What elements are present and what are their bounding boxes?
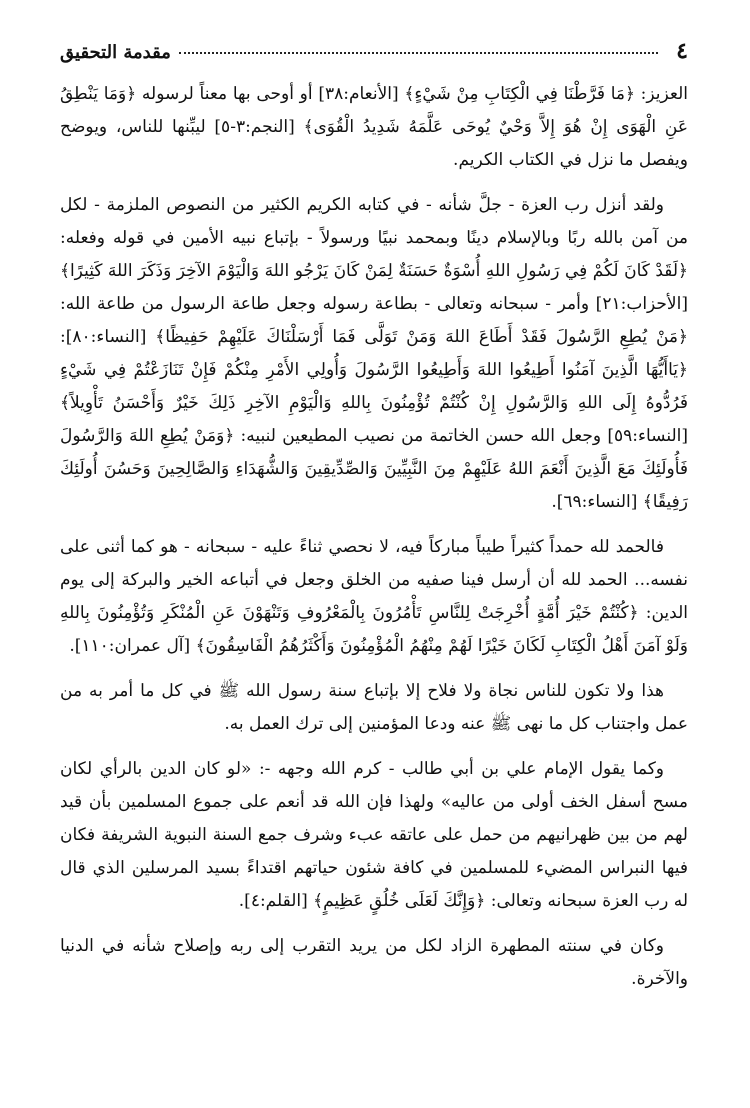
paragraph-6: وكان في سنته المطهرة الزاد لكل من يريد التقرب إلى ربه وإصلاح شأنه في الدنيا والآخرة. bbox=[60, 936, 688, 989]
paragraph-3: فالحمد لله حمداً كثيراً طيباً مباركاً فيه، لا نحصي ثناءً عليه - سبحانه - هو كما أثنى على نفسه... الحمد لله أن أرسل فينا صفيه من الخلق وجعل في أتباعه الخير والبركة إلى يوم الدين: ﴿كُنْتُمْ خَيْرَ أُمَّةٍ أُخْرِجَتْ لِلنَّاسِ تَأْمُرُونَ بِالْمَعْرُوفِ وَتَنْهَوْنَ عَنِ الْمُنْكَرِ وَتُؤْمِنُونَ بِاللهِ وَلَوْ آمَنَ أَهْلُ الْكِتَابِ لَكَانَ خَيْرًا لَهُمْ مِنْهُمُ الْمُؤْمِنُونَ وَأَكْثَرُهُمُ الْفَاسِقُونَ﴾ [آل عمران:١١٠]. bbox=[60, 537, 688, 656]
paragraph-4: هذا ولا تكون للناس نجاة ولا فلاح إلا بإتباع سنة رسول الله ﷺ في كل ما أمر به من عمل واجتناب كل ما نهى ﷺ عنه ودعا المؤمنين إلى ترك العمل به. bbox=[60, 681, 688, 734]
paragraph-2: ولقد أنزل رب العزة - جلَّ شأنه - في كتابه الكريم الكثير من النصوص الملزمة - لكل من آمن بالله ربًا وبالإسلام دينًا وبمحمد نبيًا ورسولاً - بإتباع نبيه الأمين في قوله وفعله: ﴿لَقَدْ كَانَ لَكُمْ فِي رَسُولِ اللهِ أُسْوَةٌ حَسَنَةٌ لِمَنْ كَانَ يَرْجُو اللهَ وَالْيَوْمَ الآخِرَ وَذَكَرَ اللهَ كَثِيرًا﴾ [الأحزاب:٢١] وأمر - سبحانه وتعالى - بطاعة رسوله وجعل طاعة الرسول من طاعة الله: ﴿مَنْ يُطِعِ الرَّسُولَ فَقَدْ أَطَاعَ اللهَ وَمَنْ تَوَلَّى فَمَا أَرْسَلْنَاكَ عَلَيْهِمْ حَفِيظًا﴾ [النساء:٨٠]: ﴿يَاأَيُّهَا الَّذِينَ آمَنُوا أَطِيعُوا اللهَ وَأَطِيعُوا الرَّسُولَ وَأُولِي الأَمْرِ مِنْكُمْ فَإِنْ تَنَازَعْتُمْ فِي شَيْءٍ فَرُدُّوهُ إِلَى اللهِ وَالرَّسُولِ إِنْ كُنْتُمْ تُؤْمِنُونَ بِاللهِ وَالْيَوْمِ الآخِرِ ذَلِكَ خَيْرٌ وَأَحْسَنُ تَأْوِيلاً﴾ [النساء:٥٩] وجعل الله حسن الخاتمة من نصيب المطيعين لنبيه: ﴿وَمَنْ يُطِعِ اللهَ وَالرَّسُولَ فَأُولَئِكَ مَعَ الَّذِينَ أَنْعَمَ اللهُ عَلَيْهِمْ مِنَ النَّبِيِّينَ وَالصِّدِّيقِينَ وَالشُّهَدَاءِ وَالصَّالِحِينَ وَحَسُنَ أُولَئِكَ رَفِيقًا﴾ [النساء:٦٩]. bbox=[60, 195, 688, 512]
header-dot-leader bbox=[179, 52, 658, 54]
paragraph-5: وكما يقول الإمام علي بن أبي طالب - كرم الله وجهه -: «لو كان الدين بالرأي لكان مسح أسفل الخف أولى من عاليه» ولهذا فإن الله قد أنعم على جموع المسلمين بأن قيد لهم من بين ظهرانيهم من حمل على عاتقه عبء وشرف جمع السنة النبوية الشريفة فكان فيها النبراس المضيء للمسلمين في كافة شئون حياتهم اقتداءً بسيد المرسلين الذي قال له رب العزة سبحانه وتعالى: ﴿وَإِنَّكَ لَعَلَى خُلُقٍ عَظِيمٍ﴾ [القلم:٤]. bbox=[60, 759, 688, 911]
header-title: مقدمة التحقيق bbox=[60, 42, 171, 63]
paragraph-1: العزيز: ﴿مَا فَرَّطْنَا فِي الْكِتَابِ مِنْ شَيْءٍ﴾ [الأنعام:٣٨] أو أوحى بها معناً لرسوله ﴿وَمَا يَنْطِقُ عَنِ الْهَوَى إِنْ هُوَ إِلاَّ وَحْيٌ يُوحَى عَلَّمَهُ شَدِيدُ الْقُوَى﴾ [النجم:٣-٥] ليبِّنها للناس، ويوضح ويفصل ما نزل في الكتاب الكريم. bbox=[60, 84, 688, 170]
page-body bbox=[60, 78, 688, 996]
page-number: ٤ bbox=[676, 38, 688, 64]
running-header bbox=[60, 38, 688, 78]
